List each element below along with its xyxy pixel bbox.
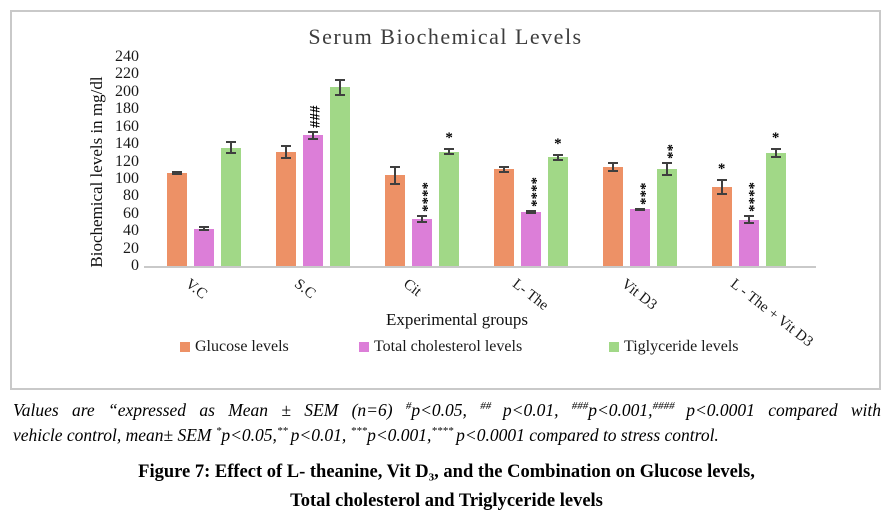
- note-superscript: *: [215, 425, 222, 438]
- error-bar-cap-top: [308, 131, 318, 133]
- error-bar-cap-top: [226, 141, 236, 143]
- y-tick-label: 220: [115, 65, 139, 83]
- error-bar-cap-top: [744, 215, 754, 217]
- bar: [194, 229, 214, 266]
- error-bar: [444, 148, 454, 155]
- significance-annotation: *: [717, 160, 726, 177]
- bar: [221, 148, 241, 266]
- error-bar-cap-bottom: [335, 94, 345, 96]
- error-bar-cap-top: [553, 154, 563, 156]
- error-bar: [662, 162, 672, 176]
- error-bar: [717, 179, 727, 195]
- error-bar-cap-top: [608, 162, 618, 164]
- x-tick-label: Vit D3: [617, 276, 660, 314]
- bar: [330, 87, 350, 266]
- chart-panel: [10, 10, 881, 390]
- x-tick-label: L - The + Vit D3: [726, 276, 816, 351]
- x-axis-line: [144, 266, 816, 268]
- bar: [439, 152, 459, 266]
- error-bar-cap-top: [499, 166, 509, 168]
- error-bar-cap-bottom: [417, 221, 427, 223]
- error-bar: [172, 171, 182, 174]
- chart-title: Serum Biochemical Levels: [308, 24, 583, 49]
- note-text: p<0.001,: [588, 400, 653, 420]
- bar: [521, 212, 541, 266]
- bar: [766, 153, 786, 266]
- significance-annotation: *: [771, 129, 780, 146]
- bar: [167, 173, 187, 266]
- error-bar-cap-bottom: [226, 152, 236, 154]
- significance-annotation: *: [445, 130, 453, 147]
- error-bar-cap-bottom: [390, 183, 400, 185]
- significance-annotation: ****: [414, 181, 431, 212]
- figure-caption-line1: Figure 7: Effect of L- theanine, Vit D₃, and the Combination on Glucose levels,: [138, 462, 755, 482]
- figure-note-line2: [13, 423, 881, 448]
- legend-item: [359, 338, 522, 356]
- significance-annotation: **: [659, 144, 676, 160]
- error-bar-cap-bottom: [308, 138, 318, 140]
- note-text: p<0.05,: [411, 400, 481, 420]
- bar: [603, 167, 623, 266]
- legend-swatch: [609, 342, 619, 352]
- significance-annotation: ****: [523, 177, 540, 208]
- error-bar: [744, 215, 754, 224]
- x-axis-label: Experimental groups: [385, 310, 529, 329]
- error-bar-cap-bottom: [553, 159, 563, 161]
- error-bar: [226, 141, 236, 153]
- error-bar: [635, 208, 645, 211]
- error-bar-cap-bottom: [608, 170, 618, 172]
- error-bar: [390, 166, 400, 185]
- error-bar-cap-bottom: [744, 222, 754, 224]
- error-bar: [499, 166, 509, 173]
- error-bar-cap-bottom: [172, 173, 182, 175]
- error-bar-cap-bottom: [635, 209, 645, 211]
- y-tick-label: 180: [115, 100, 139, 118]
- y-tick-label: 60: [123, 204, 139, 222]
- error-bar-cap-bottom: [499, 171, 509, 173]
- y-axis-label: Biochemical levels in mg/dl: [87, 76, 106, 268]
- y-tick-label: 160: [115, 117, 139, 135]
- y-tick-label: 200: [115, 82, 139, 100]
- figure-caption-line2: Total cholesterol and Triglyceride levels: [290, 491, 603, 511]
- legend-item: [609, 338, 739, 356]
- y-tick-label: 120: [115, 152, 139, 170]
- note-superscript: #: [405, 400, 412, 413]
- error-bar: [417, 215, 427, 224]
- y-tick-label: 240: [115, 48, 139, 65]
- significance-annotation: *: [554, 135, 562, 152]
- significance-annotation: ****: [741, 182, 758, 213]
- error-bar-cap-top: [444, 148, 454, 150]
- error-bar-cap-top: [662, 162, 672, 164]
- error-bar: [526, 210, 536, 213]
- figure-note: [13, 398, 881, 448]
- error-bar-cap-bottom: [281, 157, 291, 159]
- note-superscript: **: [276, 425, 291, 438]
- bar: [494, 169, 514, 266]
- bar: [412, 219, 432, 266]
- x-tick-label: V.C: [182, 276, 211, 303]
- error-bar: [608, 162, 618, 172]
- y-tick-label: 0: [131, 257, 139, 274]
- legend-swatch: [180, 342, 190, 352]
- error-bar-cap-bottom: [199, 229, 209, 231]
- error-bar-cap-bottom: [717, 193, 727, 195]
- error-bar-cap-top: [335, 79, 345, 81]
- bar: [739, 220, 759, 266]
- note-text: p<0.05,: [221, 425, 277, 445]
- note-text: p<0.01,: [502, 400, 572, 420]
- error-bar: [335, 79, 345, 96]
- x-tick-label: Cit: [400, 276, 425, 300]
- y-tick-label: 80: [123, 187, 139, 205]
- y-tick-label: 40: [123, 222, 139, 240]
- error-bar-cap-top: [199, 226, 209, 228]
- note-text: Values are “expressed as Mean ± SEM (n=6): [13, 400, 406, 420]
- y-tick-label: 140: [115, 135, 139, 153]
- figure-note-line1: [13, 398, 881, 423]
- note-text: vehicle control, mean± SEM: [13, 425, 216, 445]
- error-bar-cap-bottom: [771, 156, 781, 158]
- bar: [712, 187, 732, 266]
- plot-area: [147, 57, 800, 266]
- error-bar: [281, 145, 291, 159]
- legend-swatch: [359, 342, 369, 352]
- x-tick-label: S.C: [291, 276, 319, 303]
- y-tick-label: 20: [123, 239, 139, 257]
- note-superscript: ##: [480, 400, 503, 413]
- figure-caption: [0, 458, 893, 516]
- significance-annotation: ***: [632, 182, 649, 205]
- note-text: p<0.0001 compared with: [686, 400, 882, 420]
- significance-annotation: ###: [305, 105, 322, 129]
- legend-item: [180, 338, 289, 356]
- error-bar-cap-top: [390, 166, 400, 168]
- legend-label: Glucose levels: [195, 338, 289, 355]
- note-superscript: ####: [652, 400, 687, 413]
- error-bar-cap-bottom: [444, 153, 454, 155]
- error-bar-cap-bottom: [526, 212, 536, 214]
- error-bar-cap-bottom: [662, 174, 672, 176]
- error-bar-cap-top: [771, 148, 781, 150]
- note-superscript: ***: [350, 425, 368, 438]
- note-superscript: ****: [431, 425, 457, 438]
- error-bar: [771, 148, 781, 158]
- legend-label: Total cholesterol levels: [374, 338, 523, 355]
- error-bar: [199, 226, 209, 231]
- note-text: p<0.001,: [367, 425, 432, 445]
- error-bar-cap-top: [417, 215, 427, 217]
- error-bar-cap-top: [717, 179, 727, 181]
- legend-label: Tiglyceride levels: [624, 338, 739, 355]
- note-text: p<0.01,: [290, 425, 351, 445]
- note-text: p<0.0001 compared to stress control.: [456, 425, 719, 445]
- error-bar-cap-top: [281, 145, 291, 147]
- note-superscript: ###: [571, 400, 589, 413]
- bar: [548, 157, 568, 266]
- bar: [303, 135, 323, 266]
- bar: [657, 169, 677, 266]
- error-bar: [308, 131, 318, 140]
- y-tick-label: 100: [115, 169, 139, 187]
- bar: [385, 175, 405, 266]
- bar: [276, 152, 296, 266]
- bar: [630, 209, 650, 266]
- error-bar: [553, 154, 563, 161]
- x-tick-label: L- The: [509, 276, 552, 314]
